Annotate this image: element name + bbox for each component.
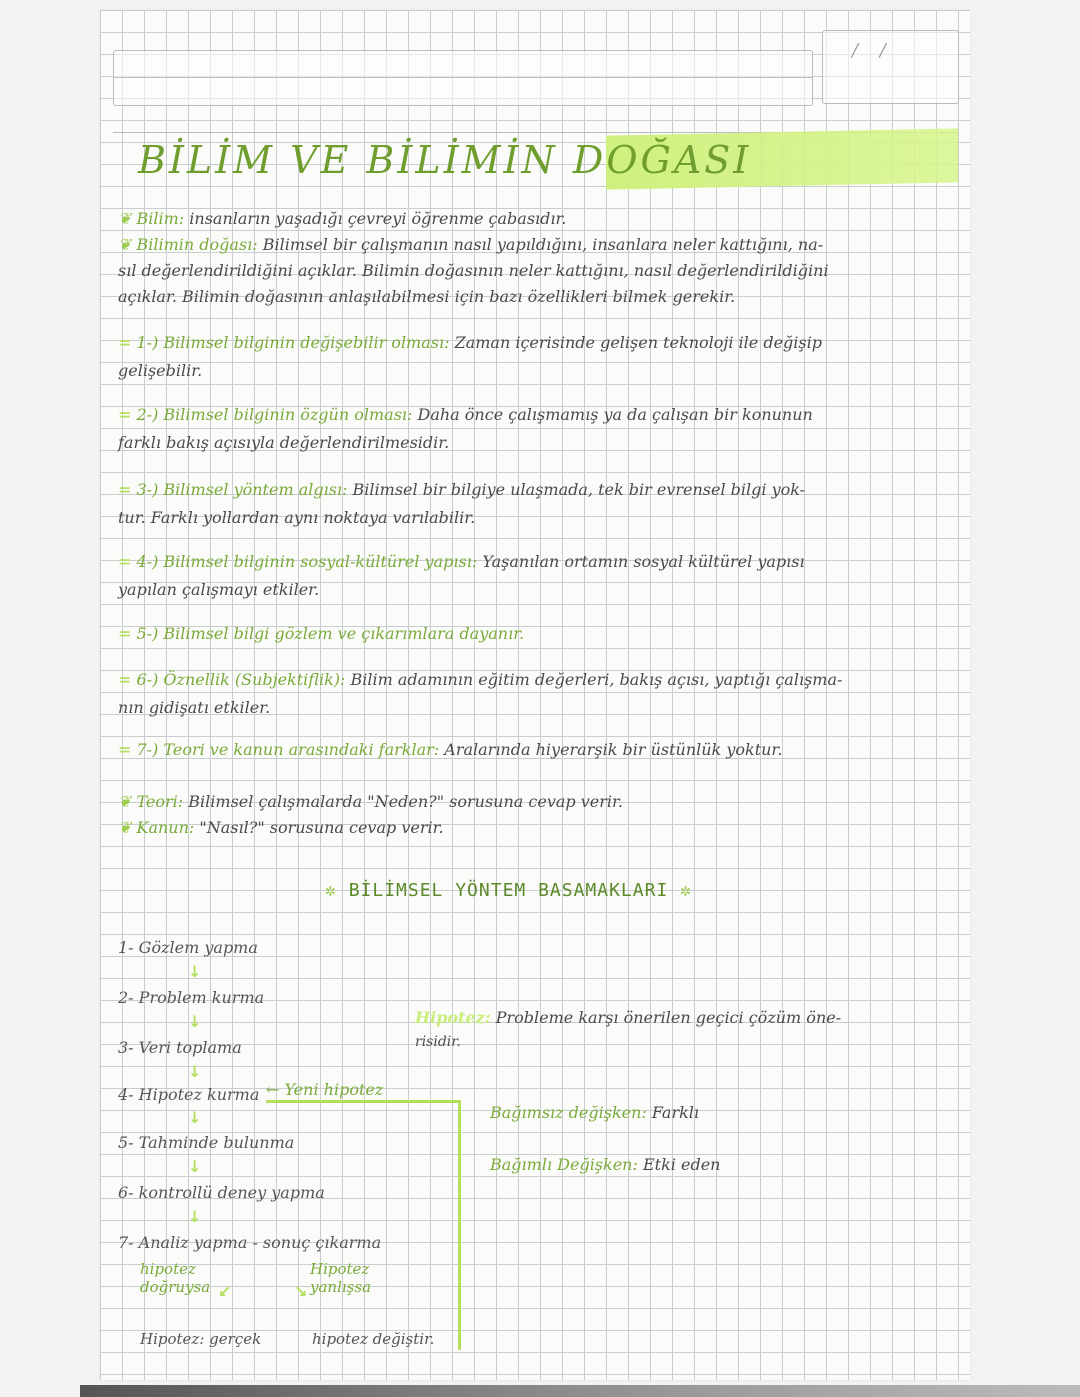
def-bilim: insanların yaşadığı çevreyi öğrenme çabasıdır. [189,209,567,228]
step-1: 1- Gözlem yapma [118,938,258,957]
item-2-cont: farklı bakış açısıyla değerlendirilmesidir. [118,433,450,452]
intro-line-2 [118,235,823,254]
step-7: 7- Analiz yapma - sonuç çıkarma [118,1233,382,1252]
leaf-bullet-icon: ❦ [118,818,132,837]
def-hipotez: Probleme karşı önerilen geçici çözüm öne- [495,1008,842,1027]
term-kanun: Kanun: [136,818,195,837]
branch-right-line1: Hipotez [310,1260,370,1278]
item-head: 7-) Teori ve kanun arasındaki farklar: [136,740,440,759]
arrow-down-icon: ↙ [218,1282,232,1301]
branch-right [310,1260,371,1296]
arrow-down-icon: ↘ [294,1282,308,1301]
step-2: 2- Problem kurma [118,988,265,1007]
item-7: = 7-) Teori ve kanun arasındaki farklar: Aralarında hiyerarşik bir üstünlük yoktur. [118,740,783,759]
item-head: 5-) Bilimsel bilgi gözlem ve çıkarımlara dayanır. [136,624,525,643]
item-head: 1-) Bilimsel bilginin değişebilir olması: [136,333,450,352]
item-text: Zaman içerisinde gelişen teknoloji ile değişip [454,333,822,352]
step-3: 3- Veri toplama [118,1038,242,1057]
hipotez-def [415,1008,841,1027]
item-6: = 6-) Öznellik (Subjektiflik): Bilim adamının eğitim değerleri, bakış açısı, yaptığı çalışma- [118,670,843,689]
item-3: = 3-) Bilimsel yöntem algısı: Bilimsel bir bilgiye ulaşmada, tek bir evrensel bilgi yok- [118,480,806,499]
item-text: Daha önce çalışmamış ya da çalışan bir konunun [417,405,813,424]
kanun-line [118,818,444,837]
def-bagimsiz: Farklı [651,1103,700,1122]
item-1: = 1-) Bilimsel bilginin değişebilir olması: Zaman içerisinde gelişen teknoloji ile değişip [118,333,822,352]
branch-left-line2: doğruysa [140,1278,211,1296]
intro-line-3: sıl değerlendirildiğini açıklar. Bilimin doğasının neler kattığını, nasıl değerlendirildiğini [118,261,829,280]
leaf-bullet-icon: ❦ [118,235,132,254]
intro-line-1 [118,209,566,228]
item-text: Bilimsel bir bilgiye ulaşmada, tek bir evrensel bilgi yok- [352,480,806,499]
def-kanun: "Nasıl?" sorusuna cevap verir. [199,818,444,837]
section-title [325,880,692,901]
item-4: = 4-) Bilimsel bilginin sosyal-kültürel yapısı: Yaşanılan ortamın sosyal kültürel yapısı [118,552,805,571]
def-teori: Bilimsel çalışmalarda "Neden?" sorusuna cevap verir. [188,792,623,811]
item-5: = 5-) Bilimsel bilgi gözlem ve çıkarımlara dayanır. [118,624,525,643]
branch-right-line2: yanlışsa [310,1278,372,1296]
item-text: Aralarında hiyerarşik bir üstünlük yoktur. [444,740,783,759]
item-6-cont: nın gidişatı etkiler. [118,698,271,717]
term-teori: Teori: [136,792,184,811]
item-head: 4-) Bilimsel bilginin sosyal-kültürel yapısı: [136,552,478,571]
yeni-hipotez-text: Yeni hipotez [284,1080,384,1099]
section-title-text: BİLİMSEL YÖNTEM BASAMAKLARI [348,880,669,901]
step-6: 6- kontrollü deney yapma [118,1183,325,1202]
hipotez-def-cont: risidir. [415,1034,461,1050]
item-4-cont: yapılan çalışmayı etkiler. [118,580,320,599]
bagimsiz-line [490,1103,699,1122]
leaf-bullet-icon: ❦ [118,209,132,228]
arrow-down-icon: ↓ [188,1012,202,1031]
item-2: = 2-) Bilimsel bilginin özgün olması: Daha önce çalışmamış ya da çalışan bir konunun [118,405,813,424]
photo-edge-strip [80,1385,1080,1397]
arrow-down-icon: ↓ [188,1062,202,1081]
item-text: Yaşanılan ortamın sosyal kültürel yapısı [482,552,805,571]
item-head: 6-) Öznellik (Subjektiflik): [136,670,346,689]
term-bagimsiz: Bağımsız değişken: [490,1103,647,1122]
term-bilimin-dogasi: Bilimin doğası: [136,235,258,254]
header-divider [113,77,813,78]
term-bilim: Bilim: [136,209,185,228]
teori-line [118,792,623,811]
end-left: Hipotez: gerçek [140,1330,262,1348]
loop-line-top [266,1100,460,1103]
yeni-hipotez-label [266,1080,383,1099]
page-title: BİLİM VE BİLİMİN DOĞASI [138,138,752,182]
item-1-cont: gelişebilir. [118,361,203,380]
arrow-left-icon: ← [266,1080,280,1099]
term-bagimli: Bağımlı Değişken: [490,1155,638,1174]
loop-line-vertical [458,1100,461,1350]
arrow-down-icon: ↓ [188,1207,202,1226]
item-head: 3-) Bilimsel yöntem algısı: [136,480,348,499]
item-3-cont: tur. Farklı yollardan aynı noktaya varılabilir. [118,508,476,527]
def-bagimli: Etki eden [642,1155,721,1174]
sparkle-icon: ✲ [325,880,337,901]
def-bilimin-dogasi: Bilimsel bir çalışmanın nasıl yapıldığını, insanlara neler kattığını, na- [262,235,824,254]
end-right: hipotez değiştir. [312,1330,435,1348]
bagimli-line [490,1155,720,1174]
branch-left [140,1260,210,1296]
branch-left-line1: hipotez [140,1260,196,1278]
leaf-bullet-icon: ❦ [118,792,132,811]
date-field: / / [852,40,894,61]
step-4: 4- Hipotez kurma [118,1085,260,1104]
arrow-down-icon: ↓ [188,962,202,981]
arrow-down-icon: ↓ [188,1157,202,1176]
item-text: Bilim adamının eğitim değerleri, bakış açısı, yaptığı çalışma- [350,670,843,689]
header-box [113,50,813,106]
item-head: 2-) Bilimsel bilginin özgün olması: [136,405,413,424]
intro-line-4: açıklar. Bilimin doğasının anlaşılabilmesi için bazı özellikleri bilmek gerekir. [118,287,736,306]
arrow-down-icon: ↓ [188,1108,202,1127]
term-hipotez: Hipotez: [415,1008,491,1027]
sparkle-icon: ✲ [680,880,692,901]
step-5: 5- Tahminde bulunma [118,1133,295,1152]
